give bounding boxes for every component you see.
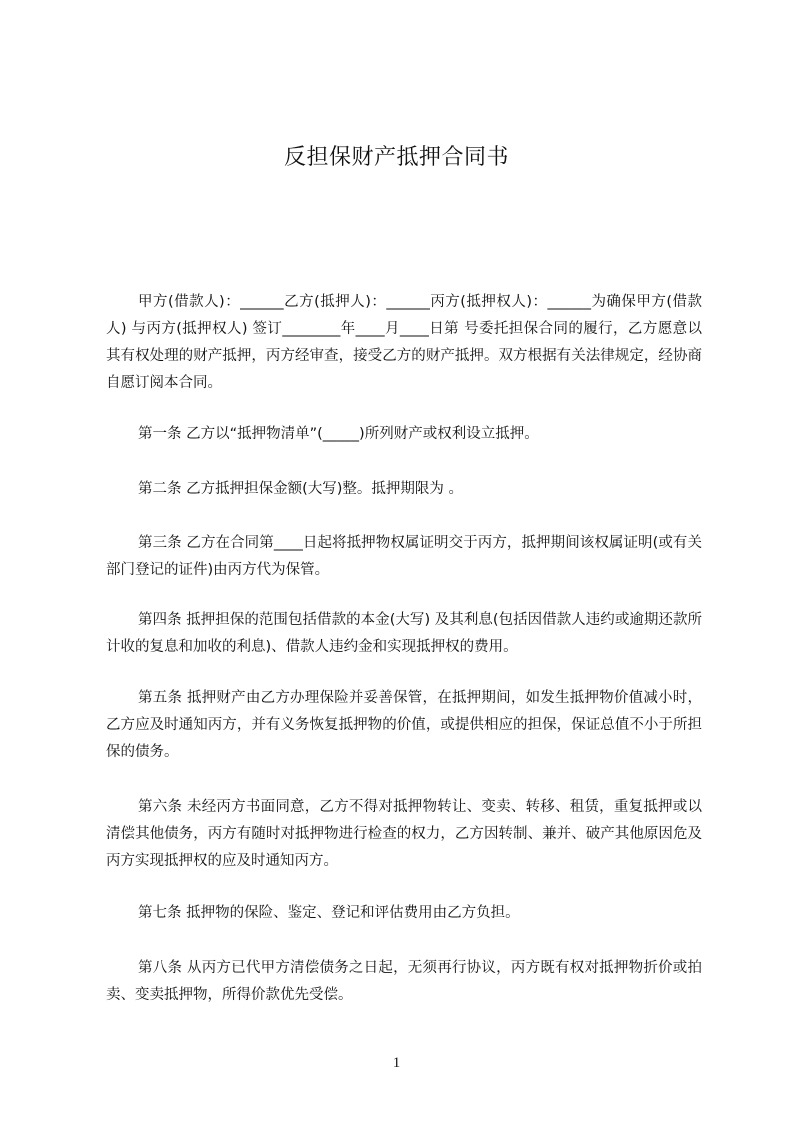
article-7: 第七条 抵押物的保险、鉴定、登记和评估费用由乙方负担。: [138, 905, 520, 921]
article-3: 第三条 乙方在合同第____日起将抵押物权属证明交于丙方，抵押期间该权属证明(或有关部门登记的证件)由丙方代为保管。: [106, 535, 702, 578]
article-5: 第五条 抵押财产由乙方办理保险并妥善保管，在抵押期间，如发生抵押物价值减小时，乙方应及时通知丙方，并有义务恢复抵押物的价值，或提供相应的担保，保证总值不小于所担保的债务。: [106, 690, 702, 760]
article-2: 第二条 乙方抵押担保金额(大写)整。抵押期限为 。: [138, 481, 464, 497]
document-title: 反担保财产抵押合同书: [283, 145, 509, 170]
article-8: 第八条 从丙方已代甲方清偿债务之日起，无须再行协议，丙方既有权对抵押物折价或拍卖、变卖抵押物，所得价款优先受偿。: [106, 960, 702, 1003]
intro-paragraph: 甲方(借款人)：______乙方(抵押人)：______丙方(抵押权人)：______为确保甲方(借款人) 与丙方(抵押权人) 签订________年____月____日第 号委托担保合同的履行，乙方愿意以其有权处理的财产抵押，丙方经审查，接受乙方的财产抵押。双方根据有关法律规定，经协商自愿订阅本合同。: [106, 294, 702, 391]
article-4: 第四条 抵押担保的范围包括借款的本金(大写) 及其利息(包括因借款人违约或逾期还款所计收的复息和加收的利息)、借款人违约金和实现抵押权的费用。: [106, 612, 702, 655]
article-1: 第一条 乙方以“抵押物清单”(_____)所列财产或权利设立抵押。: [138, 426, 539, 442]
article-6: 第六条 未经丙方书面同意，乙方不得对抵押物转让、变卖、转移、租赁，重复抵押或以清偿其他债务，丙方有随时对抵押物进行检查的权力，乙方因转制、兼并、破产其他原因危及丙方实现抵押权的应及时通知丙方。: [106, 799, 702, 869]
page-number: 1: [392, 1055, 401, 1071]
